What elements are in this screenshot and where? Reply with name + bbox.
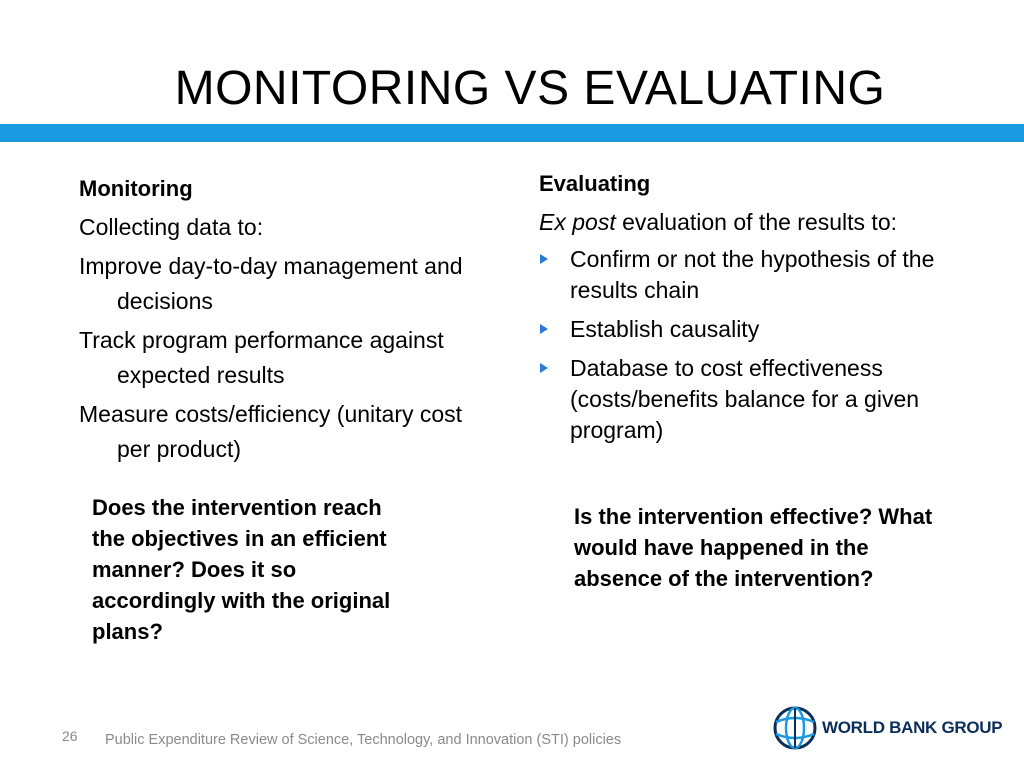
evaluating-bullet: [539, 353, 959, 446]
monitoring-item: Track program performance against expected results: [79, 327, 444, 388]
evaluating-column: [539, 166, 959, 454]
evaluating-intro-rest: evaluation of the results to:: [615, 209, 897, 235]
monitoring-item: Improve day-to-day management and decisions: [79, 253, 463, 314]
monitoring-item: Measure costs/efficiency (unitary cost per product): [79, 401, 463, 462]
evaluating-intro-italic: Ex post: [539, 209, 616, 235]
evaluating-bullet: [539, 314, 959, 345]
evaluating-heading: Evaluating: [539, 171, 651, 196]
page-number: 26: [62, 728, 78, 744]
evaluating-intro: [539, 205, 959, 240]
monitoring-heading: Monitoring: [79, 176, 193, 201]
evaluating-bullet-text: Establish causality: [570, 316, 760, 342]
monitoring-item: Collecting data to:: [79, 214, 264, 240]
evaluating-question: Is the intervention effective? What would have happened in the absence of the intervention?: [574, 504, 933, 591]
triangle-bullet-icon: [540, 363, 548, 373]
title-accent-bar: [0, 124, 1024, 142]
evaluating-bullet-list: [539, 244, 959, 446]
monitoring-question: Does the intervention reach the objectives in an efficient manner? Does it so accordingly with the original plans?: [92, 495, 391, 644]
slide-title: MONITORING VS EVALUATING: [174, 62, 886, 115]
logo-text: WORLD BANK GROUP: [822, 718, 1003, 737]
triangle-bullet-icon: [540, 254, 548, 264]
world-bank-group-logo: [772, 705, 1002, 751]
globe-icon: [772, 705, 818, 751]
evaluating-bullet-text: Database to cost effectiveness (costs/benefits balance for a given program): [570, 355, 920, 443]
evaluating-bullet: [539, 244, 959, 306]
monitoring-column: [79, 171, 499, 471]
triangle-bullet-icon: [540, 324, 548, 334]
evaluating-bullet-text: Confirm or not the hypothesis of the results chain: [570, 246, 935, 303]
footer-text: Public Expenditure Review of Science, Technology, and Innovation (STI) policies: [105, 732, 622, 748]
